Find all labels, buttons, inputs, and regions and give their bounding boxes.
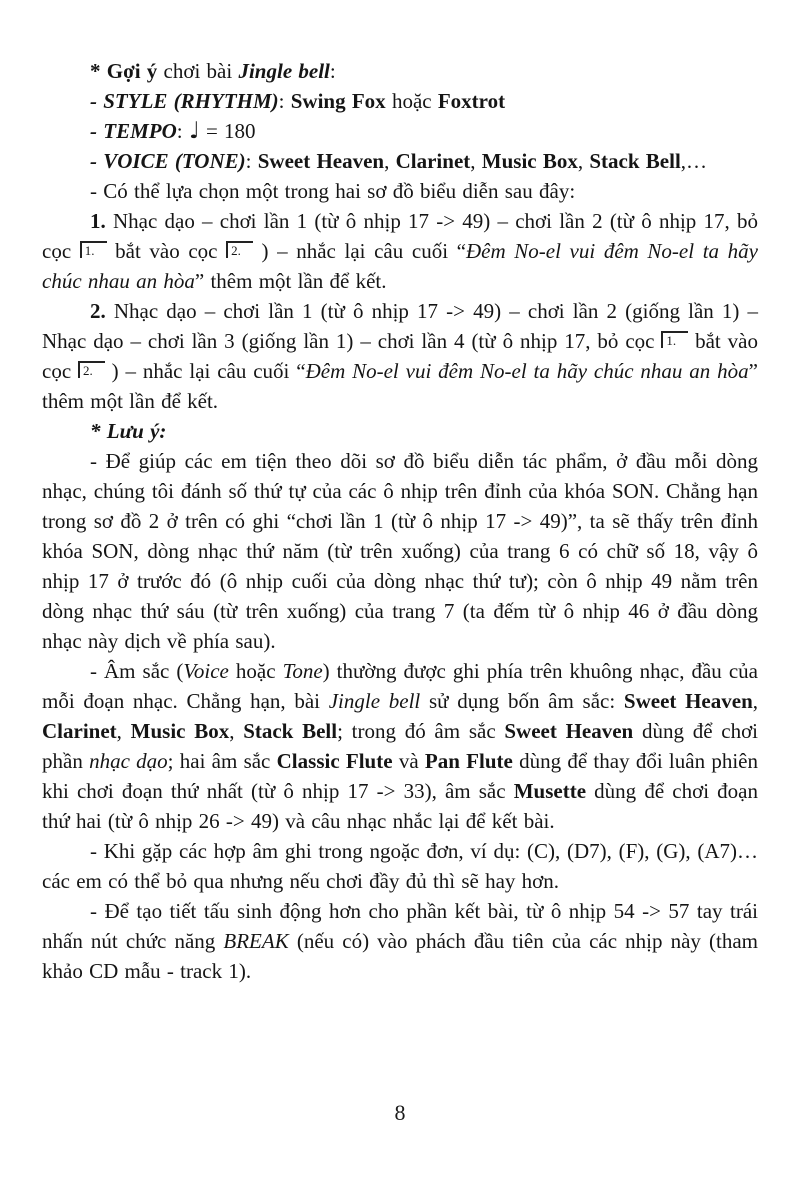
text-run: Sweet Heaven (623, 689, 753, 713)
text-run: - Khi gặp các hợp âm ghi trong ngoặc đơn, ví dụ: (C), (D7), (F), (G), (A7)… các em có thể bỏ qua nhưng nếu chơi đầy đủ thì sẽ hay hơn. (42, 839, 758, 893)
text-run: Music Box (130, 719, 230, 743)
paragraph-style-line (42, 86, 758, 116)
text-run: Đêm No-el vui đêm No-el ta hãy chúc nhau an hòa (42, 239, 758, 293)
text-run: dùng để chơi đoạn thứ hai (từ ô nhịp 26 -> 49) và câu nhạc nhắc lại để kết bài. (42, 779, 758, 833)
text-run: Nhạc dạo – chơi lần 1 (từ ô nhịp 17 -> 49) – chơi lần 2 (giống lần 1) – Nhạc dạo – chơi lần 3 (giống lần 1) – chơi lần 4 (từ ô nhịp 17, bỏ cọc (42, 299, 758, 353)
text-run: BREAK (223, 929, 289, 953)
text-run: : (329, 59, 336, 83)
text-run: = 180 (199, 119, 256, 143)
text-run: ) – nhắc lại câu cuối “ (104, 359, 306, 383)
text-run: dùng để thay đổi luân phiên khi chơi đoạn thứ nhất (từ ô nhịp 17 -> 33), âm sắc (42, 749, 758, 803)
paragraph-note-4 (42, 896, 758, 986)
text-run: - Để giúp các em tiện theo dõi sơ đồ biểu diễn tác phẩm, ở đầu mỗi dòng nhạc, chúng tôi đánh số thứ tự của các ô nhịp trên đỉnh của khóa SON. Chẳng hạn trong sơ đồ 2 ở trên có ghi “chơi lần 1 (từ ô nhịp 17 -> 49)”, ta sẽ thấy trên đỉnh khóa SON, dòng nhạc thứ năm (từ trên xuống) của trang 6 có chữ số 18, vậy ô nhịp 17 ở trước đó (ô nhịp cuối của dòng nhạc thứ tư); còn ô nhịp 49 nằm trên dòng nhạc thứ sáu (từ trên xuống) của trang 7 (ta đếm từ ô nhịp 46 ở đầu dòng nhạc này dịch về phía sau). (42, 449, 758, 653)
text-run: Voice (183, 659, 229, 683)
text-run: , (577, 149, 590, 173)
text-run: hoặc (228, 659, 283, 683)
page-number: 8 (394, 1100, 406, 1125)
text-run: nhạc dạo (89, 749, 168, 773)
text-run: (nếu có) vào phách đầu tiên của các nhịp này (tham khảo CD mẫu - track 1). (42, 929, 758, 983)
text-run: , (116, 719, 131, 743)
text-run: - VOICE (TONE) (90, 149, 246, 173)
text-run: Tone (282, 659, 323, 683)
text-run: ; trong đó âm sắc (337, 719, 505, 743)
text-run: : (278, 89, 291, 113)
text-run: sử dụng bốn âm sắc: (420, 689, 624, 713)
paragraph-tempo-line (42, 116, 758, 146)
paragraph-note-2 (42, 656, 758, 836)
text-run: * Gợi ý (90, 59, 158, 83)
text-run: Music Box (481, 149, 578, 173)
text-run: Jingle bell (238, 59, 330, 83)
text-run: - STYLE (RHYTHM) (90, 89, 279, 113)
text-run: - TEMPO (90, 119, 177, 143)
quarter-note-icon: ♩ (188, 118, 200, 144)
text-run: hoặc (385, 89, 438, 113)
paragraph-hint-title (42, 56, 758, 86)
text-run: Musette (513, 779, 587, 803)
volta-bracket-icon: 2. (226, 241, 253, 258)
paragraph-scheme-2 (42, 296, 758, 416)
volta-bracket-icon: 2. (78, 361, 105, 378)
text-run: ” thêm một lần để kết. (42, 359, 758, 413)
text-run: Stack Bell (243, 719, 338, 743)
text-run: Swing Fox (290, 89, 386, 113)
text-run: 1. (90, 209, 106, 233)
text-run: Stack Bell (589, 149, 681, 173)
volta-bracket-icon: 1. (80, 241, 107, 258)
text-run: - Để tạo tiết tấu sinh động hơn cho phần kết bài, từ ô nhịp 54 -> 57 tay trái nhấn nút chức năng (42, 899, 758, 953)
text-run: ) – nhắc lại câu cuối “ (252, 239, 466, 263)
paragraph-choose-line (42, 176, 758, 206)
text-run: bắt vào cọc (106, 239, 227, 263)
text-run: - Có thể lựa chọn một trong hai sơ đồ biểu diễn sau đây: (90, 179, 576, 203)
text-run: : (245, 149, 258, 173)
paragraph-note-3 (42, 836, 758, 896)
text-run: Sweet Heaven (504, 719, 634, 743)
text-run: , (229, 719, 244, 743)
text-run: Đêm No-el vui đêm No-el ta hãy chúc nhau an hòa (305, 359, 749, 383)
text-run: dùng để chơi phần (42, 719, 759, 773)
text-run: Pan Flute (424, 749, 513, 773)
text-run: Foxtrot (437, 89, 506, 113)
text-run: Jingle bell (328, 689, 421, 713)
paragraph-scheme-1 (42, 206, 758, 296)
text-run: 2. (90, 299, 106, 323)
text-run: Nhạc dạo – chơi lần 1 (từ ô nhịp 17 -> 49) – chơi lần 2 (từ ô nhịp 17, bỏ cọc (42, 209, 758, 263)
text-run: , (384, 149, 396, 173)
text-run: Classic Flute (276, 749, 393, 773)
text-run: ) thường được ghi phía trên khuông nhạc, đầu của mỗi đoạn nhạc. Chẳng hạn, bài (42, 659, 758, 713)
text-run: Sweet Heaven (257, 149, 385, 173)
text-run: Clarinet (42, 719, 117, 743)
paragraph-note-1 (42, 446, 758, 656)
text-run: , (752, 689, 759, 713)
text-run: : (176, 119, 189, 143)
text-run: ” thêm một lần để kết. (194, 269, 387, 293)
text-run: chơi bài (157, 59, 239, 83)
paragraph-voice-line (42, 146, 758, 176)
text-run: và (392, 749, 425, 773)
text-run: ,… (680, 149, 708, 173)
document-body (42, 56, 758, 986)
volta-bracket-icon: 1. (661, 331, 688, 348)
text-run: , (470, 149, 482, 173)
text-run: ; hai âm sắc (167, 749, 277, 773)
text-run: * Lưu ý: (90, 419, 167, 443)
paragraph-note-title (42, 416, 758, 446)
text-run: Clarinet (395, 149, 471, 173)
text-run: bắt vào cọc (42, 329, 758, 383)
text-run: - Âm sắc ( (90, 659, 184, 683)
